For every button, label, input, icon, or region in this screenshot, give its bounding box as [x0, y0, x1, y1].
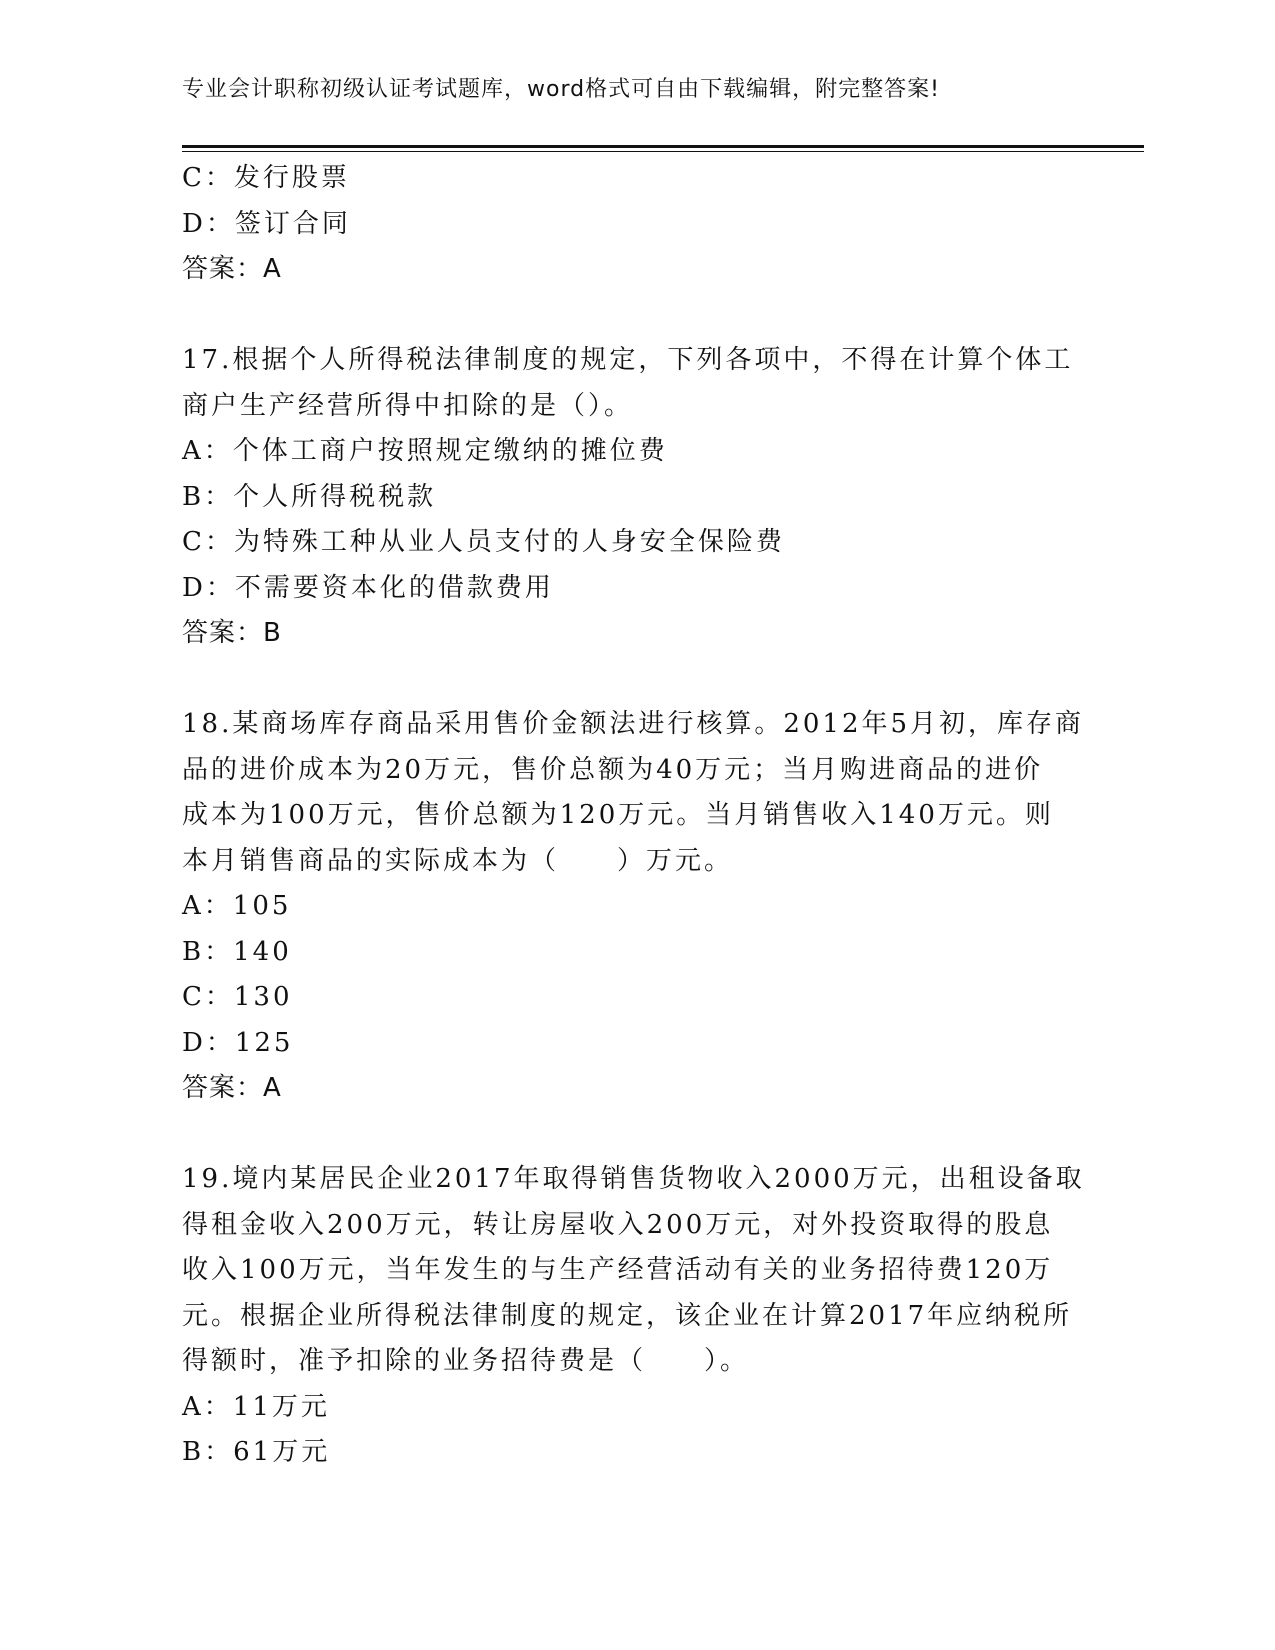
spacer: [182, 293, 1082, 339]
question-line: 元。根据企业所得税法律制度的规定，该企业在计算2017年应纳税所: [182, 1300, 1073, 1331]
question-line: 18.某商场库存商品采用售价金额法进行核算。2012年5月初，库存商: [182, 709, 1085, 739]
option-line: D：125: [182, 1027, 294, 1058]
header-rule-thick: [182, 145, 1144, 148]
option-line: B：140: [182, 936, 292, 967]
question-line: 得额时，准予扣除的业务招待费是（ ）。: [182, 1346, 750, 1376]
option-line: B：个人所得税税款: [182, 481, 437, 512]
option-line: A：105: [182, 891, 292, 921]
question-line: 17.根据个人所得税法律制度的规定，下列各项中，不得在计算个体工: [182, 345, 1074, 375]
option-line: D：签订合同: [182, 208, 351, 239]
answer-line: 答案：A: [182, 254, 282, 284]
question-line: 品的进价成本为20万元，售价总额为40万元；当月购进商品的进价: [182, 754, 1044, 785]
answer-line: 答案：B: [182, 618, 282, 648]
option-line: C：为特殊工种从业人员支付的人身安全保险费: [182, 527, 785, 557]
question-line: 本月销售商品的实际成本为（ ）万元。: [182, 845, 734, 876]
question-line: 收入100万元，当年发生的与生产经营活动有关的业务招待费120万: [182, 1255, 1054, 1285]
spacer: [182, 1112, 1082, 1158]
option-line: A：11万元: [182, 1391, 330, 1422]
option-line: B：61万元: [182, 1437, 331, 1467]
question-line: 得租金收入200万元，转让房屋收入200万元，对外投资取得的股息: [182, 1209, 1054, 1240]
question-line: 成本为100万元，售价总额为120万元。当月销售收入140万元。则: [182, 800, 1054, 830]
option-line: C：130: [182, 982, 293, 1012]
question-content: [182, 156, 1085, 1476]
question-line: 商户生产经营所得中扣除的是（）。: [182, 390, 634, 421]
spacer: [182, 657, 1082, 703]
question-line: 19.境内某居民企业2017年取得销售货物收入2000万元，出租设备取: [182, 1164, 1085, 1194]
option-line: C：发行股票: [182, 163, 350, 193]
option-line: A：个体工商户按照规定缴纳的摊位费: [182, 436, 668, 466]
page-header: 专业会计职称初级认证考试题库，word格式可自由下载编辑，附完整答案!: [182, 77, 940, 102]
option-line: D：不需要资本化的借款费用: [182, 572, 554, 603]
header-rule-thin: [182, 151, 1144, 152]
answer-line: 答案：A: [182, 1073, 282, 1103]
